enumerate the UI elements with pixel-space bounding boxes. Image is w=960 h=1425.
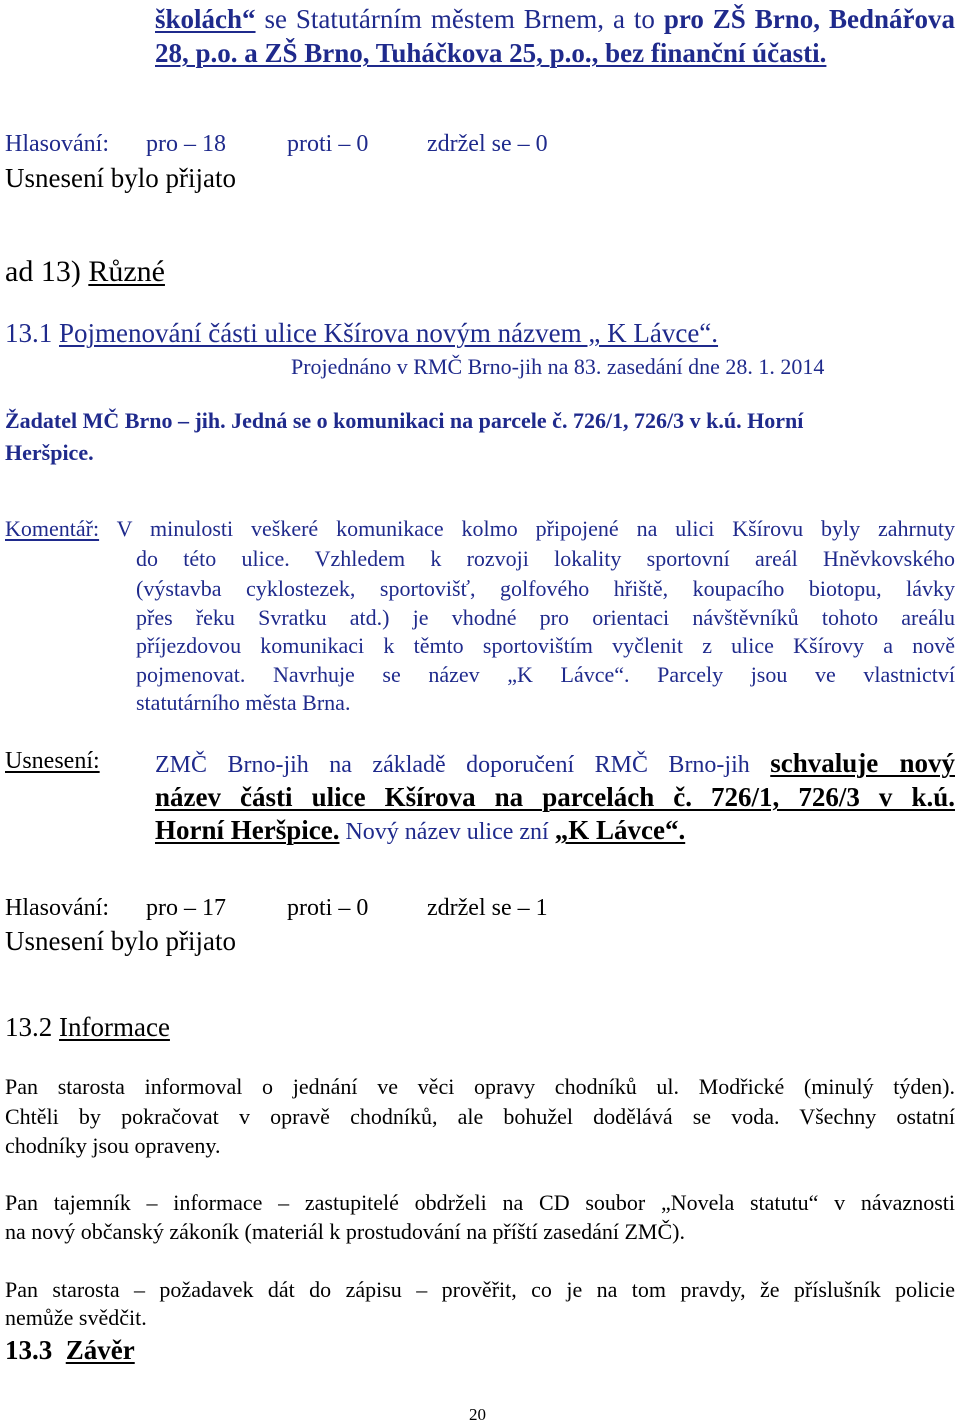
- s132-p3-line1: Pan starosta – požadavek dát do zápisu – prověřit, co je na tom pravdy, že příslušník policie: [5, 1277, 955, 1302]
- s131-zadatel-line2: Heršpice.: [5, 440, 94, 465]
- komentar-label: Komentář:: [5, 516, 100, 541]
- komentar-line3: (výstavba cyklostezek, sportovišť, golfového hřiště, koupacího biotopu, lávky: [136, 576, 955, 601]
- s132-p3-line2: nemůže svědčit.: [5, 1305, 147, 1330]
- section-13-title: Různé: [88, 255, 165, 288]
- section-13-prefix: ad 13): [5, 255, 89, 288]
- vote2-proti: proti – 0: [287, 895, 369, 921]
- s131-heading: [5, 318, 718, 349]
- komentar-line2a: do této ulice.: [136, 546, 290, 571]
- s131-number: 13.1: [5, 318, 59, 348]
- s131-projednano: Projednáno v RMČ Brno-jih na 83. zasedání dne 28. 1. 2014: [291, 354, 825, 379]
- s131-title: Pojmenování části ulice Kšírova novým názvem „ K Lávce“.: [59, 318, 719, 348]
- vote2-zdrzel: zdržel se – 1: [427, 895, 548, 921]
- intro-school-word: školách“: [155, 4, 256, 34]
- s133-heading: [5, 1335, 135, 1366]
- s132-p2-line1: Pan tajemník – informace – zastupitelé obdrželi na CD soubor „Novela statutu“ v návaznosti: [5, 1190, 955, 1215]
- komentar-line1: [5, 516, 955, 542]
- s132-p1-line2: Chtěli by pokračovat v opravě chodníků, ale bohužel dodělává se voda. Všechny ostatní: [5, 1104, 955, 1129]
- komentar-line6: [136, 662, 955, 688]
- intro-school-name: pro ZŠ Brno, Bednářova: [663, 4, 955, 34]
- usneseni-line2: název části ulice Kšírova na parcelách č. 726/1, 726/3 v k.ú.: [155, 782, 955, 812]
- vote1-pro: pro – 18: [146, 131, 226, 157]
- vote1-zdrzel: zdržel se – 0: [427, 131, 548, 157]
- vote1-result: Usnesení bylo přijato: [5, 163, 236, 193]
- vote2-result: Usnesení bylo přijato: [5, 926, 236, 956]
- komentar-line2b: Vzhledem k rozvoji lokality sportovní areál Hněvkovského: [289, 546, 955, 571]
- section-13-heading: [5, 255, 165, 289]
- intro-statutory-text: se Statutárním městem Brnem, a to: [255, 4, 664, 34]
- s132-p2-line2: na nový občanský zákoník (materiál k prostudování na příští zasedání ZMČ).: [5, 1219, 685, 1244]
- vote1-label: Hlasování:: [5, 131, 109, 157]
- komentar-line1-text: V minulosti veškeré komunikace kolmo připojené na ulici Kšírovu byly zahrnuty: [99, 516, 955, 541]
- s132-title: Informace: [59, 1012, 170, 1042]
- usneseni-line3b: Nový název ulice zní: [339, 819, 555, 845]
- usneseni-new-name: „K Lávce“.: [554, 815, 686, 845]
- s132-number: 13.2: [5, 1012, 59, 1042]
- usneseni-line3: [155, 815, 685, 846]
- vote1-proti: proti – 0: [287, 131, 369, 157]
- usneseni-label: Usnesení:: [5, 748, 100, 774]
- usneseni-line1a: ZMČ Brno-jih na základě doporučení RMČ Brno-jih: [155, 752, 771, 778]
- usneseni-approves: schvaluje nový: [770, 748, 955, 778]
- s132-heading: [5, 1012, 170, 1043]
- s133-title: Závěr: [65, 1335, 135, 1365]
- vote2-label: Hlasování:: [5, 895, 109, 921]
- vote2-pro: pro – 17: [146, 895, 226, 921]
- intro-line-1: [155, 4, 955, 35]
- komentar-line6a: pojmenovat. Navrhuje se název „K Lávce“.: [136, 662, 630, 687]
- komentar-line5: příjezdovou komunikaci k těmto sportovištím vyčlenit z ulice Kšírovy a nově: [136, 633, 955, 658]
- intro-line-2: 28, p.o. a ZŠ Brno, Tuháčkova 25, p.o., bez finanční účasti.: [155, 38, 827, 68]
- page-number: 20: [469, 1405, 486, 1424]
- komentar-line2: [136, 546, 955, 572]
- usneseni-line1: [155, 748, 955, 779]
- komentar-line7: statutárního města Brna.: [136, 690, 351, 715]
- komentar-line4a: přes řeku Svratku atd.: [136, 605, 383, 630]
- s131-zadatel-line1: Žadatel MČ Brno – jih. Jedná se o komunikaci na parcele č. 726/1, 726/3 v k.ú. Horní: [5, 408, 804, 433]
- s132-p1-line3: chodníky jsou opraveny.: [5, 1133, 221, 1158]
- komentar-line4: [136, 605, 955, 631]
- s132-p1-line1: Pan starosta informoval o jednání ve věci opravy chodníků ul. Modřické (minulý týden).: [5, 1074, 955, 1099]
- s133-number: 13.3: [5, 1335, 66, 1365]
- komentar-line4b: ) je vhodné pro orientaci návštěvníků tohoto areálu: [382, 605, 955, 630]
- usneseni-line3a: Horní Heršpice.: [155, 815, 340, 845]
- komentar-line6b: Parcely jsou ve vlastnictví: [629, 662, 955, 687]
